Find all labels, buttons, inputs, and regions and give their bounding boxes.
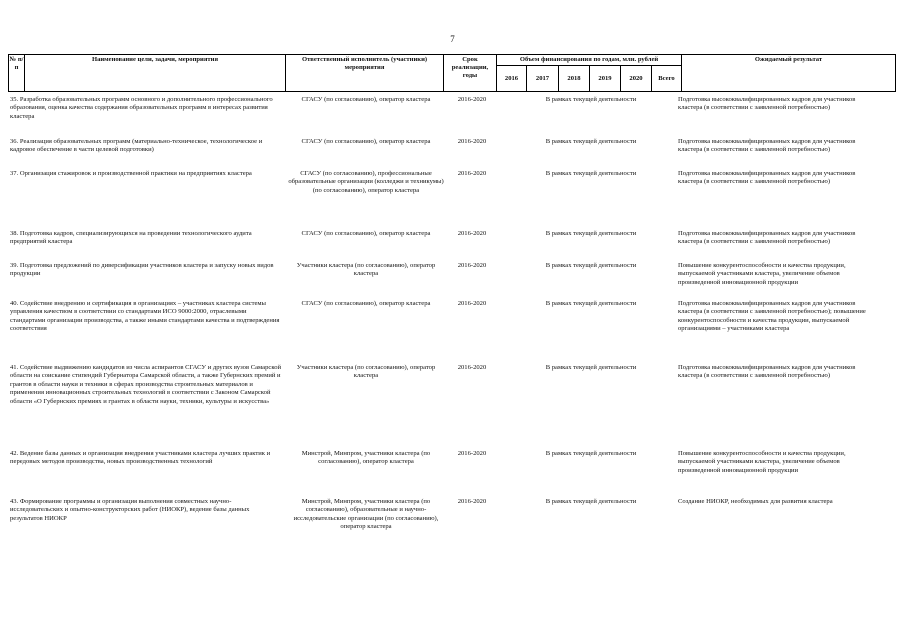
task-cell: 41. Содействие выдвижению кандидатов из числа аспирантов СГАСУ и других вузов Самарской области на соискание стипендий Губернатора Самарской области, а также Губернских премий и грантов в области науки и техники в сферах производства строительных материалов и применения инновационных строительных технологий в соответствии с Законом Самарской области «О Губернских премиях и грантах в области науки, техники, культуры и искусства»: [10, 364, 282, 405]
result-cell: Повышение конкурентоспособности и качества продукции, выпускаемой участниками кластера, увеличение объемов произведенной инновационной продукции: [678, 262, 846, 286]
header-funding: Объем финансирования по годам, млн. рублей: [496, 54, 682, 66]
header-total: Всего: [651, 65, 682, 92]
task-cell: 43. Формирование программы и организация выполнения совместных научно-исследовательских и опытно-конструкторских работ (НИОКР), ведение базы данных результатов НИОКР: [10, 498, 250, 522]
task-cell: 37. Организация стажировок и производственной практики на предприятиях кластера: [10, 170, 252, 177]
header-executor: Ответственный исполнитель (участники) мероприятия: [285, 54, 444, 92]
result-cell: Подготовка высококвалифицированных кадров для участников кластера (в соответствии с заявленной потребностью); повышение конкурентоспособности и качества продукции, выпускаемой организациями – участниками кластера: [678, 300, 866, 333]
page-number: 7: [450, 34, 455, 44]
task-cell: 36. Реализация образовательных программ (материально-техническое, технологическое и кадровое обеспечение в части целевой подготовки): [10, 138, 263, 154]
task-cell: 40. Содействие внедрению и сертификация в организациях – участниках кластера системы управления качеством в соответствии со стандартами ИСО 9000:2000, отраслевыми стандартами организации производства, а также иными стандартами качества и подтверждения соответствия: [10, 300, 280, 333]
term-cell: 2016-2020: [457, 230, 487, 237]
funding-cell: В рамках текущей деятельности: [545, 262, 637, 269]
executor-cell: Участники кластера (по согласованию), оператор кластера: [296, 262, 436, 278]
executor-cell: СГАСУ (по согласованию), оператор кластера: [301, 230, 431, 237]
executor-cell: Минстрой, Минпром, участники кластера (по согласованию), образовательные и научно-исследовательские организации (по согласованию), оператор кластера: [293, 498, 439, 531]
result-cell: Создание НИОКР, необходимых для развития кластера: [678, 498, 833, 505]
header-year-2017: 2017: [526, 65, 559, 92]
table-header: [8, 54, 896, 92]
header-year-2018: 2018: [558, 65, 590, 92]
result-cell: Подготовка высококвалифицированных кадров для участников кластера (в соответствии с заявленной потребностью): [678, 96, 856, 112]
term-cell: 2016-2020: [457, 262, 487, 269]
executor-cell: СГАСУ (по согласованию), профессиональные образовательные организации (колледжи и техникумы) (по согласованию), оператор кластера: [288, 170, 444, 194]
result-cell: Подготовка высококвалифицированных кадров для участников кластера (в соответствии с заявленной потребностью): [678, 170, 856, 186]
header-result: Ожидаемый результат: [681, 54, 896, 92]
executor-cell: СГАСУ (по согласованию), оператор кластера: [301, 138, 431, 145]
funding-cell: В рамках текущей деятельности: [545, 450, 637, 457]
executor-cell: СГАСУ (по согласованию), оператор кластера: [301, 96, 431, 103]
funding-cell: В рамках текущей деятельности: [545, 138, 637, 145]
funding-cell: В рамках текущей деятельности: [545, 96, 637, 103]
funding-cell: В рамках текущей деятельности: [545, 300, 637, 307]
executor-cell: Участники кластера (по согласованию), оператор кластера: [296, 364, 436, 380]
term-cell: 2016-2020: [457, 498, 487, 505]
result-cell: Подготовка высококвалифицированных кадров для участников кластера (в соответствии с заявленной потребностью): [678, 230, 856, 246]
term-cell: 2016-2020: [457, 300, 487, 307]
result-cell: Подготовка высококвалифицированных кадров для участников кластера (в соответствии с заявленной потребностью): [678, 364, 856, 380]
term-cell: 2016-2020: [457, 450, 487, 457]
funding-cell: В рамках текущей деятельности: [545, 498, 637, 505]
task-cell: 39. Подготовка предложений по диверсификации участников кластера и запуску новых видов продукции: [10, 262, 274, 278]
executor-cell: СГАСУ (по согласованию), оператор кластера: [301, 300, 431, 307]
funding-cell: В рамках текущей деятельности: [545, 170, 637, 177]
header-term: Срок реализации, годы: [443, 54, 497, 92]
header-year-2019: 2019: [589, 65, 621, 92]
funding-cell: В рамках текущей деятельности: [545, 230, 637, 237]
header-name: Наименование цели, задачи, мероприятия: [24, 54, 286, 92]
header-num: № п/п: [8, 54, 25, 92]
result-cell: Подготовка высококвалифицированных кадров для участников кластера (в соответствии с заявленной потребностью): [678, 138, 856, 154]
term-cell: 2016-2020: [457, 138, 487, 145]
executor-cell: Минстрой, Минпром, участники кластера (по согласованию), оператор кластера: [301, 450, 431, 466]
result-cell: Повышение конкурентоспособности и качества продукции, выпускаемой участниками кластера, увеличение объемов произведенной инновационной продукции: [678, 450, 846, 474]
header-year-2016: 2016: [496, 65, 527, 92]
funding-cell: В рамках текущей деятельности: [545, 364, 637, 371]
term-cell: 2016-2020: [457, 96, 487, 103]
term-cell: 2016-2020: [457, 170, 487, 177]
task-cell: 35. Разработка образовательных программ основного и дополнительного профессионального образования, оценка качества содержания образовательных программ в интересах развития кластера: [10, 96, 273, 120]
task-cell: 38. Подготовка кадров, специализирующихся на проведении технологического аудита предприятий кластера: [10, 230, 252, 246]
header-year-2020: 2020: [620, 65, 652, 92]
task-cell: 42. Ведение базы данных и организация внедрения участниками кластера лучших практик и передовых методов производства, новых производственных технологий: [10, 450, 271, 466]
term-cell: 2016-2020: [457, 364, 487, 371]
